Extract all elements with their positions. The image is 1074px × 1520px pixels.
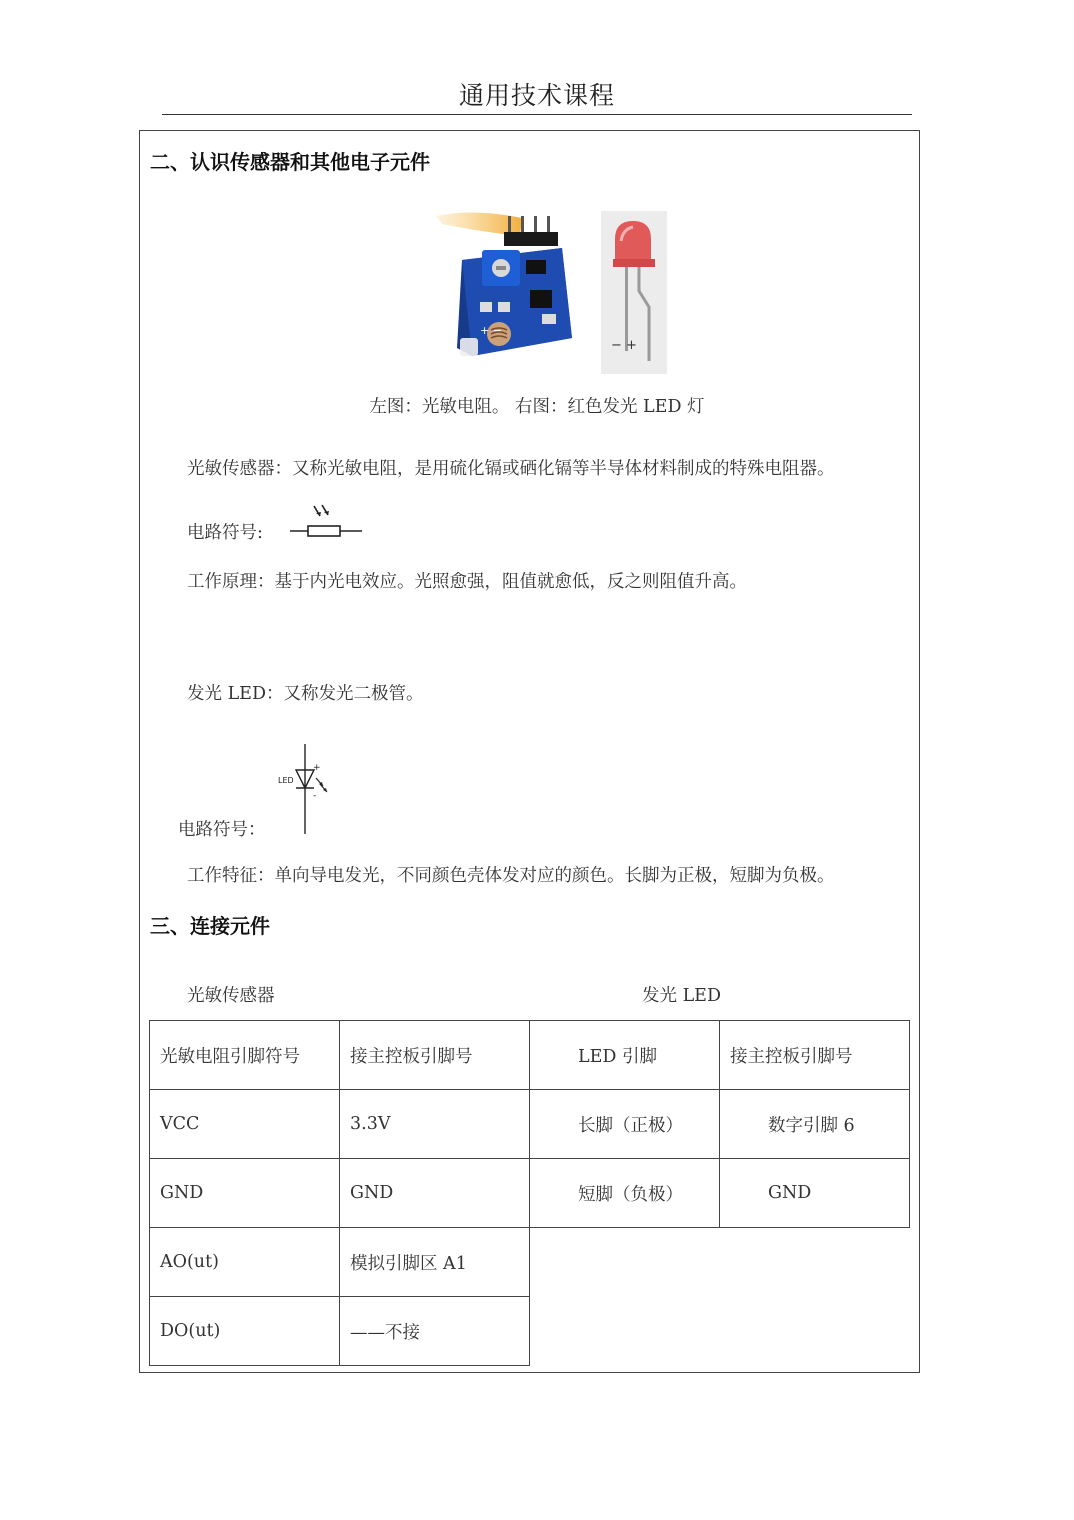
ldr-pin-cell: DO(ut) [150, 1297, 340, 1366]
table-row [150, 1297, 910, 1366]
ldr-header-board: 接主控板引脚号 [340, 1021, 530, 1090]
led-header-pin: LED 引脚 [530, 1021, 720, 1090]
led-symbol-icon [276, 742, 336, 838]
ldr-symbol-label: 电路符号: [187, 523, 263, 543]
connection-table [149, 1020, 910, 1366]
ldr-definition: 光敏传感器：又称光敏电阻，是用硫化镉或硒化镉等半导体材料制成的特殊电阻器。 [187, 459, 835, 479]
section3-heading: 三、连接元件 [150, 914, 270, 938]
image-caption: 左图：光敏电阻。 右图：红色发光 LED 灯 [369, 397, 705, 417]
led-feature: 工作特征：单向导电发光，不同颜色壳体发对应的颜色。长脚为正极，短脚为负极。 [187, 866, 835, 886]
header-divider [162, 114, 912, 115]
table-row [150, 1021, 910, 1090]
ldr-pin-cell: AO(ut) [150, 1228, 340, 1297]
ldr-board-cell: 模拟引脚区 A1 [340, 1228, 530, 1297]
ldr-board-cell: GND [340, 1159, 530, 1228]
led-symbol-label: 电路符号： [178, 820, 266, 840]
ldr-board-cell: ——不接 [340, 1297, 530, 1366]
module-plus-mark: + − [480, 324, 502, 337]
ldr-table-title: 光敏传感器 [187, 986, 275, 1006]
ldr-principle: 工作原理：基于内光电效应。光照愈强，阻值就愈低，反之则阻值升高。 [187, 572, 747, 592]
ldr-pin-cell: GND [150, 1159, 340, 1228]
ldr-board-cell: 3.3V [340, 1090, 530, 1159]
table-row [150, 1090, 910, 1159]
page-title: 通用技术课程 [458, 81, 615, 110]
led-definition: 发光 LED：又称发光二极管。 [187, 684, 424, 704]
red-led-image [601, 211, 667, 374]
led-polarity-marks: − + [611, 338, 637, 353]
led-header-board: 接主控板引脚号 [720, 1021, 910, 1090]
table-row [150, 1159, 910, 1228]
ldr-header-pin: 光敏电阻引脚符号 [150, 1021, 340, 1090]
photoresistor-symbol-icon [288, 500, 364, 542]
section2-heading: 二、认识传感器和其他电子元件 [150, 150, 430, 174]
ldr-pin-cell: VCC [150, 1090, 340, 1159]
led-board-cell: 数字引脚 6 [720, 1090, 910, 1159]
led-symbol-text: LED [278, 776, 294, 785]
led-pin-cell: 短脚（负极） [530, 1159, 720, 1228]
svg-text:-: - [313, 791, 317, 801]
light-sensor-module-image [432, 210, 580, 375]
led-pin-cell: 长脚（正极） [530, 1090, 720, 1159]
led-board-cell: GND [720, 1159, 910, 1228]
table-row [150, 1228, 910, 1297]
svg-text:+: + [313, 763, 321, 773]
led-table-title: 发光 LED [642, 986, 721, 1006]
